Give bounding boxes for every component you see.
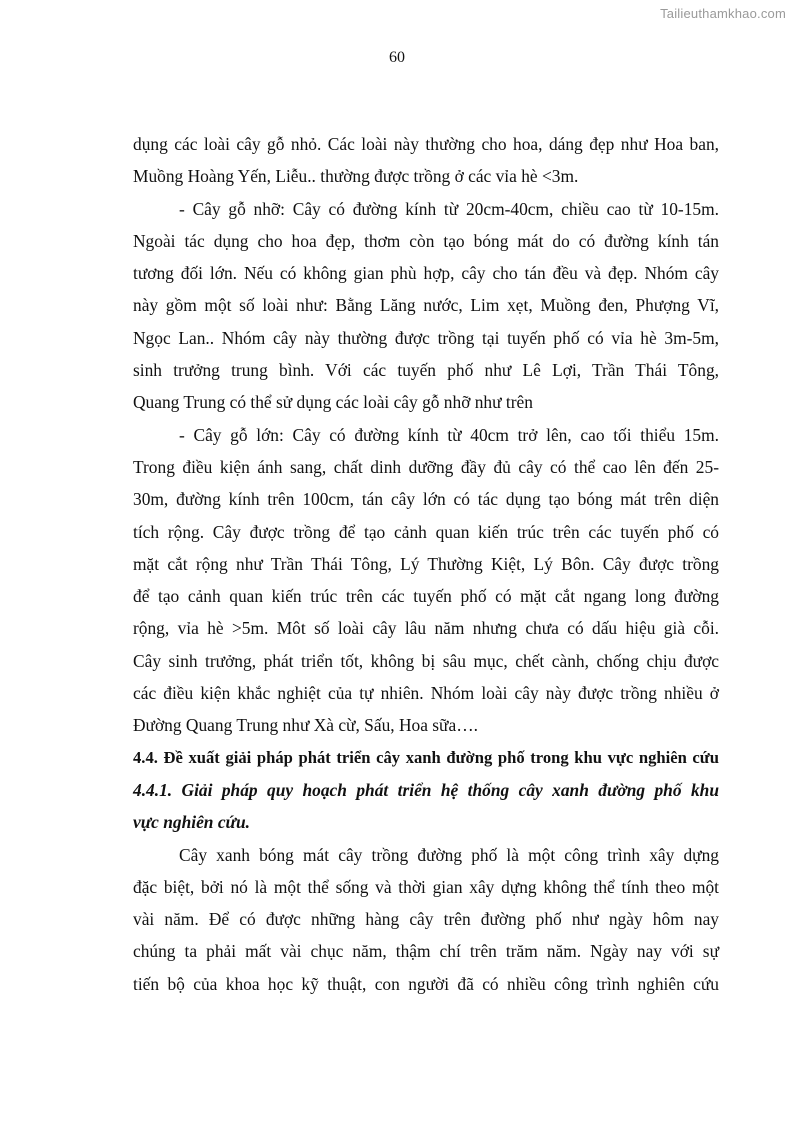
paragraph-line: - Cây gỗ nhỡ: Cây có đường kính từ 20cm-40cm, chiều cao từ 10-15m.	[179, 198, 719, 219]
paragraph-line: Muồng Hoàng Yến, Liễu.. thường được trồng ở các vỉa hè <3m.	[133, 166, 579, 187]
page-number: 60	[389, 49, 405, 66]
paragraph-line: chúng ta phải mất vài chục năm, thậm chí trên trăm năm. Ngày nay với sự	[133, 941, 719, 962]
paragraph-line: các điều kiện khắc nghiệt của tự nhiên. Nhóm loài cây này được trồng nhiều ở	[133, 683, 719, 704]
paragraph-line: Ngọc Lan.. Nhóm cây này thường được trồng tại tuyến phố có vỉa hè 3m-5m,	[133, 327, 719, 348]
paragraph-line: Quang Trung có thể sử dụng các loài cây gỗ nhỡ như trên	[133, 392, 533, 413]
watermark: Tailieuthamkhao.com	[660, 6, 786, 21]
paragraph-line: Cây sinh trưởng, phát triển tốt, không bị sâu mục, chết cành, chống chịu được	[133, 650, 719, 671]
paragraph-line: vài năm. Để có được những hàng cây trên đường phố như ngày hôm nay	[133, 909, 719, 930]
paragraph-line: Ngoài tác dụng cho hoa đẹp, thơm còn tạo bóng mát do có đường kính tán	[133, 230, 719, 251]
section-heading: 4.4. Đề xuất giải pháp phát triển cây xanh đường phố trong khu vực nghiên cứu	[133, 747, 719, 767]
subsection-heading: 4.4.1. Giải pháp quy hoạch phát triển hệ thống cây xanh đường phố khu	[133, 779, 719, 800]
paragraph-line: tích rộng. Cây được trồng để tạo cảnh quan kiến trúc trên các tuyến phố có	[133, 521, 719, 542]
paragraph-line: này gồm một số loài như: Bằng Lăng nước, Lim xẹt, Muồng đen, Phượng Vĩ,	[133, 295, 719, 316]
document-body	[133, 128, 719, 1000]
paragraph-line: để tạo cảnh quan kiến trúc trên các tuyến phố có mặt cắt ngang long đường	[133, 586, 719, 607]
paragraph-line: đặc biệt, bởi nó là một thể sống và thời gian xây dựng không thể tính theo một	[133, 876, 719, 897]
paragraph-line: tương đối lớn. Nếu có không gian phù hợp, cây cho tán đều và đẹp. Nhóm cây	[133, 263, 719, 284]
paragraph-line: tiến bộ của khoa học kỹ thuật, con người đã có nhiều công trình nghiên cứu	[133, 973, 719, 994]
paragraph-line: mặt cắt rộng như Trần Thái Tông, Lý Thường Kiệt, Lý Bôn. Cây được trồng	[133, 553, 719, 574]
paragraph-line: Trong điều kiện ánh sang, chất dinh dưỡng đầy đủ cây có thể cao lên đến 25-	[133, 456, 719, 477]
paragraph-line: Cây xanh bóng mát cây trồng đường phố là một công trình xây dựng	[179, 844, 719, 865]
paragraph-line: sinh trưởng trung bình. Với các tuyến phố như Lê Lợi, Trần Thái Tông,	[133, 360, 719, 381]
paragraph-line: dụng các loài cây gỗ nhỏ. Các loài này thường cho hoa, dáng đẹp như Hoa ban,	[133, 134, 719, 154]
paragraph-line: rộng, vỉa hè >5m. Môt số loài cây lâu năm nhưng chưa có dấu hiệu già cỗi.	[133, 618, 719, 639]
paragraph-line: 30m, đường kính trên 100cm, tán cây lớn có tác dụng tạo bóng mát trên diện	[133, 489, 719, 510]
subsection-heading: vực nghiên cứu.	[133, 812, 250, 833]
paragraph-line: Đường Quang Trung như Xà cừ, Sấu, Hoa sữa….	[133, 715, 478, 736]
paragraph-line: - Cây gỗ lớn: Cây có đường kính từ 40cm trở lên, cao tối thiểu 15m.	[179, 424, 719, 445]
